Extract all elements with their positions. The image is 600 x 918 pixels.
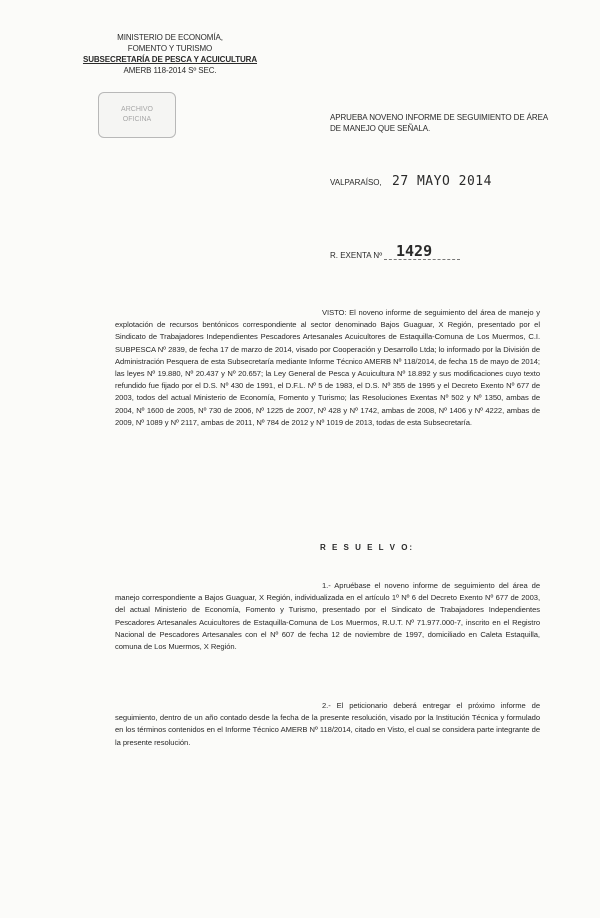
- resolution-number-underline: [384, 259, 460, 260]
- point-2-lead: 2.- El peticionario deberá entregar el próximo: [322, 701, 495, 710]
- resolution-point-1: [115, 580, 540, 653]
- visto-body: El noveno informe de seguimiento del área de manejo y explotación de recursos bentónicos correspondiente al sector denominado Bajos Guaguar, X Región, presentado por el Sindicato de Trabajadores Independientes Pescadores Artesanales Acuicultores de Estaquilla-Comuna de Los Muermos, C.I. SUBPESCA Nº 2839, de fecha 17 de marzo de 2014, visado por Cooperación y Desarrollo Ltda; lo informado por la División de Administración Pesquera de esta Subsecretaría mediante Informe Técnico AMERB Nº 118/2014, de fecha 15 de mayo de 2014; las leyes Nº 19.880, Nº 20.437 y Nº 20.657; la Ley General de Pesca y Acuicultura Nº 18.892 y sus modificaciones cuyo texto refundido fue fijado por el D.S. Nº 430 de 1991, el D.F.L. Nº 5 de 1983, el D.S. Nº 355 de 1995 y el Decreto Exento Nº 677 de 2003, todos del actual Ministerio de Economía, Fomento y Turismo; las Resoluciones Exentas Nº 502 y Nº 1350, ambas de 2004, Nº 1600 de 2005, Nº 730 de 2006, Nº 1225 de 2007, Nº 428 y Nº 1742, ambas de 2008, Nº 1406 y Nº 4222, ambas de 2009, Nº 1089 y Nº 2117, ambas de 2011, Nº 784 de 2012 y Nº 1019 de 2013, todas de esta Subsecretaría.: [115, 308, 540, 427]
- resuelvo-heading: R E S U E L V O:: [320, 543, 415, 552]
- resolution-subject: APRUEBA NOVENO INFORME DE SEGUIMIENTO DE ÁREA DE MANEJO QUE SEÑALA.: [330, 113, 548, 133]
- stamp-line-1: ARCHIVO: [121, 106, 153, 113]
- point-2-body: informe de seguimiento, dentro de un año contado desde la fecha de la presente resolución, visado por la Institución Técnica y formulado en los términos contenidos en el Informe Técnico AMERB Nº 118/2014, citado en Visto, el cual se considera parte integrante de la presente resolución.: [115, 701, 540, 747]
- header-line-ministry: MINISTERIO DE ECONOMÍA,: [117, 33, 223, 42]
- resolution-point-2: [115, 700, 540, 749]
- date-stamp: 27 MAYO 2014: [392, 174, 492, 189]
- stamp-line-2: OFICINA: [122, 116, 152, 123]
- visto-lead: VISTO:: [322, 308, 347, 317]
- header-line-fomento: FOMENTO Y TURISMO: [127, 44, 213, 53]
- header-line-reference: AMERB 118-2014 Sº SEC.: [123, 66, 217, 75]
- ministry-header: [80, 32, 260, 76]
- point-1-body: del área de manejo correspondiente a Bajos Guaguar, X Región, individualizada en el artículo 1º Nº 6 del Decreto Exento Nº 677 de 2003, del actual Ministerio de Economía, Fomento y Turismo, presentado por el Sindicato de Trabajadores Independientes Pescadores Artesanales Acuicultores de Estaquilla-Comuna de Los Muermos, R.U.T. Nº 71.977.000-7, inscrito en el Registro Nacional de Pescadores Artesanales con el Nº 607 de fecha 12 de noviembre de 1997, domiciliado en Caleta Estaquilla, comuna de Los Muermos, X Región.: [115, 581, 541, 652]
- header-line-subsecretaria: SUBSECRETARÍA DE PESCA Y ACUICULTURA: [82, 55, 258, 64]
- visto-paragraph: [115, 307, 540, 429]
- resolution-number: 1429: [396, 242, 433, 260]
- office-stamp: [98, 92, 176, 138]
- resolution-number-label: R. EXENTA Nº: [330, 251, 383, 260]
- point-1-lead: 1.- Apruébase el noveno informe de seguimiento: [322, 581, 495, 590]
- place-label: VALPARAÍSO,: [330, 178, 382, 187]
